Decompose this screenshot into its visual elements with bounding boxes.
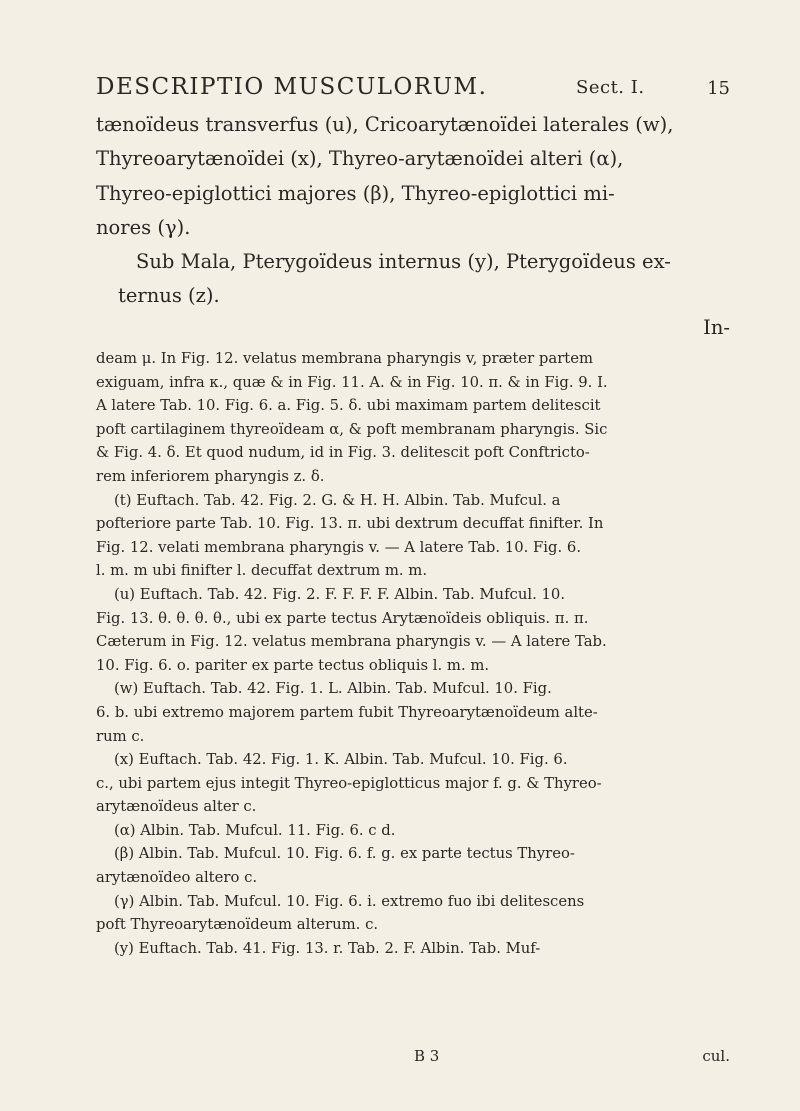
note-line: (w) Euftach. Tab. 42. Fig. 1. L. Albin. Tab. Mufcul. 10. Fig. [114,680,552,698]
note-line: c., ubi partem ejus integit Thyreo-epiglotticus major f. g. & Thyreo- [96,774,602,792]
note-line: (x) Euftach. Tab. 42. Fig. 1. K. Albin. Tab. Mufcul. 10. Fig. 6. [114,751,568,769]
note-line: poft Thyreoarytænoïdeum alterum. c. [96,916,379,934]
page-number: 15 [707,78,730,99]
note-line: arytænoïdeo altero c. [96,869,258,887]
note-line: 6. b. ubi extremo majorem partem fubit Thyreoarytænoïdeum alte- [96,703,598,721]
note-line: pofteriore parte Tab. 10. Fig. 13. π. ubi dextrum decuffat finifter. In [96,515,604,533]
note-line: (α) Albin. Tab. Mufcul. 11. Fig. 6. c d. [114,821,396,839]
note-line: (y) Euftach. Tab. 41. Fig. 13. r. Tab. 2. F. Albin. Tab. Muf- [114,939,541,957]
footnotes [96,347,730,960]
running-header [96,68,730,108]
note-line: 10. Fig. 6. o. pariter ex parte tectus obliquis l. m. m. [96,656,490,674]
note-line: (β) Albin. Tab. Mufcul. 10. Fig. 6. f. g. ex parte tectus Thyreo- [114,845,575,863]
note-line: rem inferiorem pharyngis z. δ. [96,467,325,485]
note-line: deam μ. In Fig. 12. velatus membrana pharyngis v, præter partem [96,350,594,367]
note-line: poft cartilaginem thyreoïdeam α, & poft membranam pharyngis. Sic [96,420,608,438]
running-title: DESCRIPTIO MUSCULORUM. [96,74,488,100]
note-line: l. m. m ubi finifter l. decuffat dextrum m. m. [96,562,428,580]
note-line: (t) Euftach. Tab. 42. Fig. 2. G. & H. H. Albin. Tab. Mufcul. a [114,491,561,509]
note-line: (u) Euftach. Tab. 42. Fig. 2. F. F. F. F. Albin. Tab. Mufcul. 10. [114,585,566,603]
note-line: & Fig. 4. δ. Et quod nudum, id in Fig. 3. delitescit poft Conftrictо- [96,444,590,462]
note-line: A latere Tab. 10. Fig. 6. a. Fig. 5. δ. ubi maximam partem delitescit [96,397,601,415]
note-line: Fig. 12. velati membrana pharyngis v. — A latere Tab. 10. Fig. 6. [96,538,582,556]
catchword-bottom: cul. [702,1047,730,1065]
note-line: (γ) Albin. Tab. Mufcul. 10. Fig. 6. i. extremo fuo ibi delitescens [114,892,585,910]
note-line: arytænoïdeus alter c. [96,798,257,816]
main-text-line: tænoïdeus transverfus (u), Cricoarytænoïdei laterales (w), [96,113,674,136]
main-text-line: Thyreo-epiglottici majores (β), Thyreo-epiglottici mi- [96,181,615,205]
section-label: Sect. I. [576,77,645,98]
signature-mark: B 3 [414,1047,440,1065]
note-line: Fig. 13. θ. θ. θ. θ., ubi ex parte tectus Arytænoïdeis obliquis. π. π. [96,609,589,627]
main-text-line: ternus (z). [118,284,220,308]
page-footer [96,1047,730,1071]
note-line: Cæterum in Fig. 12. velatus membrana pharyngis v. — A latere Tab. [96,633,607,651]
catchword-top: In- [703,316,730,339]
main-text-line: nores (γ). [96,215,191,239]
main-text-line: Sub Mala, Pterygoïdeus internus (y), Pterygoïdeus ex- [136,250,671,274]
note-line: rum c. [96,727,145,745]
note-line: exiguam, infra κ., quæ & in Fig. 11. A. & in Fig. 10. π. & in Fig. 9. I. [96,373,608,391]
main-text [96,108,730,314]
main-text-line: Thyreoarytænoïdei (x), Thyreo-arytænoïdei alteri (α), [96,147,624,171]
